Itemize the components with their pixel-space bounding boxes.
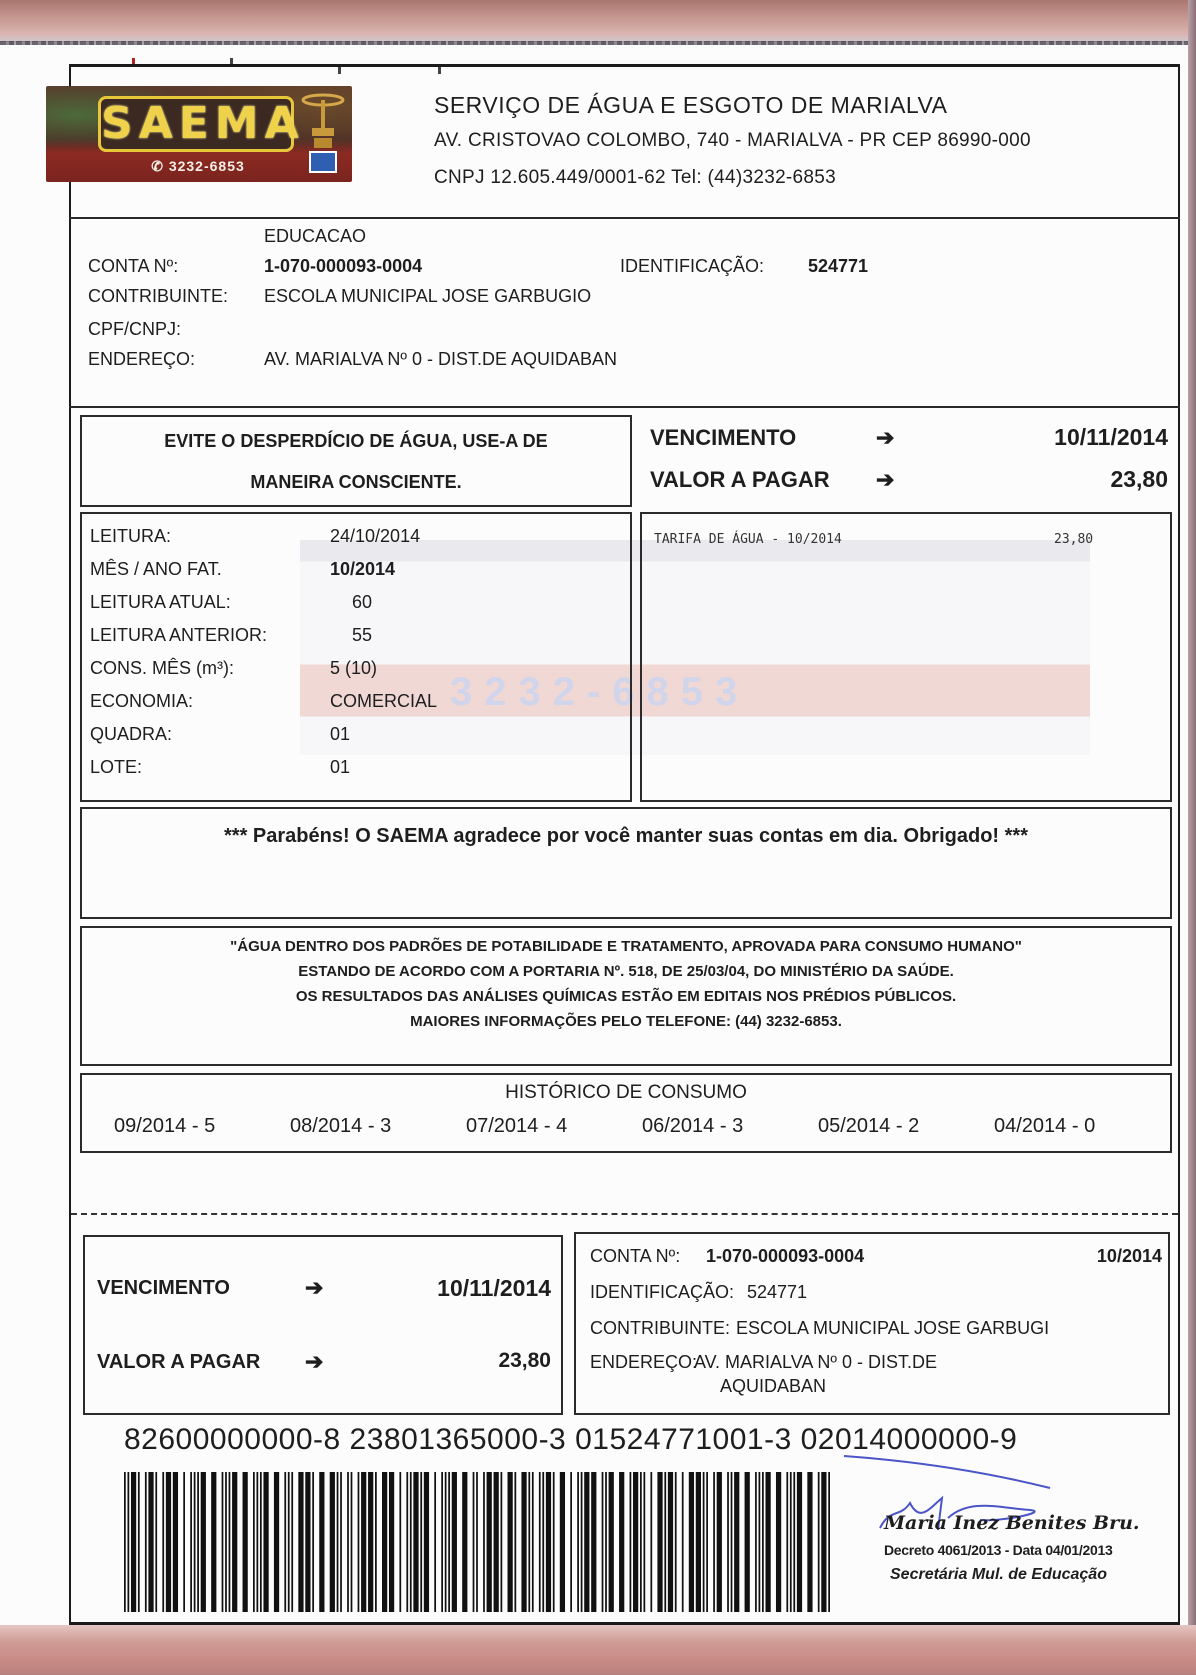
quality-line-2: ESTANDO DE ACORDO COM A PORTARIA Nº. 518, DE 25/03/04, DO MINISTÉRIO DA SAÚDE. <box>298 963 954 980</box>
barcode-bar <box>201 1472 206 1612</box>
barcode-bar <box>173 1472 178 1612</box>
scan-edge-line <box>0 41 1196 45</box>
barcode-bar <box>424 1472 429 1612</box>
cpf-cnpj-label: CPF/CNPJ: <box>88 319 182 339</box>
identification-value: 524771 <box>808 256 869 276</box>
amount-due-label: VALOR A PAGAR <box>650 467 830 492</box>
barcode-bar <box>127 1472 129 1612</box>
barcode-bar <box>211 1472 216 1612</box>
logo-phone: ✆ 3232-6853 <box>151 158 245 174</box>
signatory-decree: Decreto 4061/2013 - Data 04/01/2013 <box>884 1542 1113 1558</box>
barcode-bar <box>358 1472 360 1612</box>
reading-row <box>90 592 610 620</box>
barcode-bar <box>766 1472 771 1612</box>
saema-logo <box>46 86 352 182</box>
barcode-bar <box>487 1472 492 1612</box>
stub-address-value: AV. MARIALVA Nº 0 - DIST.DE <box>694 1352 937 1372</box>
barcode-bar <box>225 1472 227 1612</box>
barcode-bar <box>734 1472 739 1612</box>
barcode-bar <box>776 1472 781 1612</box>
barcode-bar <box>630 1472 632 1612</box>
barcode-bar <box>514 1472 516 1612</box>
reading-value: 24/10/2014 <box>330 526 421 546</box>
barcode-bar <box>807 1472 812 1612</box>
water-quality-box <box>80 926 1172 1066</box>
barcode-bar <box>553 1472 555 1612</box>
barcode-bar <box>727 1472 729 1612</box>
barcode-bar <box>609 1472 614 1612</box>
barcode-bar <box>410 1472 412 1612</box>
stub-account-label: CONTA Nº: <box>590 1246 681 1266</box>
account-number: 1-070-000093-0004 <box>264 256 423 276</box>
identification-label: IDENTIFICAÇÃO: <box>620 256 765 276</box>
history-item: 08/2014 - 3 <box>290 1115 392 1137</box>
barcode-bar <box>650 1472 652 1612</box>
barcode-bar <box>124 1472 126 1612</box>
barcode-bar <box>476 1472 478 1612</box>
stub-account-box <box>574 1232 1170 1415</box>
barcode-bar <box>473 1472 475 1612</box>
barcode-bar <box>682 1472 684 1612</box>
reading-label: MÊS / ANO FAT. <box>90 559 222 579</box>
barcode-bar <box>448 1472 450 1612</box>
arrow-right-icon: ➔ <box>876 467 895 492</box>
barcode-bar <box>183 1472 185 1612</box>
stub-id-label: IDENTIFICAÇÃO: <box>590 1282 735 1302</box>
reading-value: 10/2014 <box>330 559 396 579</box>
logo-wordmark: SAEMA <box>98 96 294 152</box>
charge-description: TARIFA DE ÁGUA - 10/2014 <box>654 532 842 547</box>
account-label: CONTA Nº: <box>88 256 179 276</box>
stub-due-value: 10/11/2014 <box>437 1275 551 1301</box>
arrow-right-icon: ➔ <box>305 1349 324 1374</box>
scan-edge-right <box>1188 0 1196 1675</box>
banner-line-1: EVITE O DESPERDÍCIO DE ÁGUA, USE-A DE <box>164 431 548 451</box>
barcode-bar <box>696 1472 701 1612</box>
barcode-bar <box>145 1472 147 1612</box>
barcode-bar <box>745 1472 750 1612</box>
barcode-bar <box>790 1472 792 1612</box>
barcode-bar <box>528 1472 530 1612</box>
reading-value: 55 <box>352 625 373 645</box>
conservation-banner <box>80 415 632 507</box>
barcode-bar <box>521 1472 526 1612</box>
due-date-label: VENCIMENTO <box>650 425 797 450</box>
barcode-bar <box>640 1472 642 1612</box>
barcode-bar <box>643 1472 645 1612</box>
barcode-bar <box>706 1472 708 1612</box>
barcode-bar <box>755 1472 757 1612</box>
reading-value: 01 <box>330 757 351 777</box>
due-date-value: 10/11/2014 <box>1054 424 1168 450</box>
barcode-bar <box>434 1472 436 1612</box>
stub-amount-label: VALOR A PAGAR <box>97 1351 261 1373</box>
barcode-bar <box>689 1472 694 1612</box>
barcode-bar <box>605 1472 607 1612</box>
stub-due-label: VENCIMENTO <box>97 1277 230 1299</box>
barcode-bar <box>445 1472 447 1612</box>
reading-row <box>90 559 610 587</box>
barcode-bar <box>389 1472 394 1612</box>
barcode-bar <box>166 1472 171 1612</box>
barcode-bar <box>260 1472 262 1612</box>
reading-label: LEITURA: <box>90 526 172 546</box>
barcode-bar <box>305 1472 310 1612</box>
amount-due-value: 23,80 <box>1110 466 1168 492</box>
barcode-bar <box>731 1472 733 1612</box>
barcode-bar <box>291 1472 293 1612</box>
stub-taxpayer-value: ESCOLA MUNICIPAL JOSE GARBUGI <box>736 1318 1050 1338</box>
stub-address-label: ENDEREÇO: <box>590 1352 698 1372</box>
reading-row <box>90 526 610 554</box>
barcode-bar <box>243 1472 248 1612</box>
barcode-bar <box>703 1472 705 1612</box>
barcode-bar <box>337 1472 339 1612</box>
barcode-bar <box>222 1472 224 1612</box>
barcode-digitable-line: 82600000000-8 23801365000-3 01524771001-3 02014000000-9 <box>124 1423 1018 1456</box>
history-item: 09/2014 - 5 <box>114 1115 216 1137</box>
quality-line-4: MAIORES INFORMAÇÕES PELO TELEFONE: (44) 3232-6853. <box>410 1013 842 1030</box>
barcode-bar <box>229 1472 231 1612</box>
barcode-bar <box>786 1472 788 1612</box>
barcode-bar <box>162 1472 164 1612</box>
tear-off-line <box>71 1213 1178 1215</box>
barcode-bar <box>581 1472 583 1612</box>
reading-value: 60 <box>352 592 373 612</box>
reading-value: COMERCIAL <box>330 691 438 711</box>
barcode-bar <box>399 1472 401 1612</box>
history-item: 05/2014 - 2 <box>818 1115 920 1137</box>
banner-line-2: MANEIRA CONSCIENTE. <box>250 472 462 492</box>
consumption-history-box <box>80 1073 1172 1153</box>
barcode-bar <box>194 1472 196 1612</box>
arrow-right-icon: ➔ <box>876 425 895 450</box>
reading-label: LOTE: <box>90 757 143 777</box>
barcode-bar <box>675 1472 677 1612</box>
reading-label: ECONOMIA: <box>90 691 194 711</box>
charges-box <box>640 512 1172 802</box>
water-valve-icon <box>300 92 346 176</box>
history-item: 06/2014 - 3 <box>642 1115 744 1137</box>
barcode-bar <box>717 1472 722 1612</box>
history-item: 07/2014 - 4 <box>466 1115 568 1137</box>
barcode-bar <box>263 1472 268 1612</box>
barcode-bar <box>797 1472 802 1612</box>
barcode-bar <box>602 1472 604 1612</box>
barcode-bar <box>148 1472 153 1612</box>
barcode-bar <box>759 1472 761 1612</box>
barcode-bar <box>155 1472 157 1612</box>
reading-row <box>90 691 610 719</box>
barcode-bar <box>288 1472 290 1612</box>
reading-value: 5 (10) <box>330 658 378 678</box>
scan-edge-bottom <box>0 1625 1196 1675</box>
stub-id-value: 524771 <box>747 1282 808 1302</box>
reading-label: QUADRA: <box>90 724 173 744</box>
barcode-bar <box>577 1472 579 1612</box>
barcode-bar <box>312 1472 314 1612</box>
signatory-role: Secretária Mul. de Educação <box>890 1566 1107 1583</box>
history-item: 04/2014 - 0 <box>994 1115 1096 1137</box>
barcode-bar <box>542 1472 544 1612</box>
barcode-bar <box>298 1472 303 1612</box>
barcode-bar <box>256 1472 258 1612</box>
signatory-name: Maria Inez Benites Bru. <box>884 1512 1140 1534</box>
barcode-bar <box>232 1472 237 1612</box>
barcode-bar <box>330 1472 335 1612</box>
taxpayer-label: CONTRIBUINTE: <box>88 286 229 306</box>
barcode-bar <box>284 1472 286 1612</box>
barcode-bar <box>657 1472 662 1612</box>
barcode-bar <box>668 1472 673 1612</box>
utility-cnpj-phone: CNPJ 12.605.449/0001-62 Tel: (44)3232-6853 <box>434 167 837 188</box>
barcode-bar <box>382 1472 387 1612</box>
barcode-bar <box>452 1472 457 1612</box>
stub-amount-value: 23,80 <box>498 1349 551 1372</box>
history-title: HISTÓRICO DE CONSUMO <box>505 1082 747 1103</box>
barcode-bar <box>351 1472 353 1612</box>
barcode-bar <box>532 1472 534 1612</box>
reading-row <box>90 757 610 785</box>
stub-address-value-2: AQUIDABAN <box>720 1376 827 1396</box>
quality-line-3: OS RESULTADOS DAS ANÁLISES QUÍMICAS ESTÃO EM EDITAIS NOS PRÉDIOS PÚBLICOS. <box>295 988 957 1005</box>
barcode-bar <box>197 1472 199 1612</box>
barcode-bar <box>347 1472 349 1612</box>
barcode-bar <box>591 1472 596 1612</box>
arrow-right-icon: ➔ <box>305 1275 324 1300</box>
barcode-bar <box>319 1472 324 1612</box>
notice-text: *** Parabéns! O SAEMA agradece por você manter suas contas em dia. Obrigado! *** <box>224 825 1028 847</box>
barcode-bar <box>793 1472 795 1612</box>
barcode-bar <box>762 1472 764 1612</box>
payment-barcode <box>124 1472 830 1612</box>
barcode-bar <box>713 1472 715 1612</box>
barcode-bar <box>584 1472 589 1612</box>
barcode-bar <box>494 1472 499 1612</box>
utility-address: AV. CRISTOVAO COLOMBO, 740 - MARIALVA - PR CEP 86990-000 <box>434 130 1031 151</box>
barcode-bar <box>361 1472 366 1612</box>
utility-name: SERVIÇO DE ÁGUA E ESGOTO DE MARIALVA <box>434 92 948 118</box>
barcode-bar <box>253 1472 255 1612</box>
barcode-bar <box>138 1472 140 1612</box>
reading-row <box>90 658 610 686</box>
stub-payment-box <box>83 1235 563 1415</box>
barcode-bar <box>413 1472 418 1612</box>
barcode-bar <box>539 1472 541 1612</box>
watermark-phone: 3232-6853 <box>450 670 750 714</box>
barcode-bar <box>664 1472 666 1612</box>
barcode-bar <box>340 1472 342 1612</box>
barcode-bar <box>375 1472 377 1612</box>
reading-row <box>90 724 610 752</box>
divider <box>69 217 1180 219</box>
barcode-bar <box>274 1472 279 1612</box>
charge-amount: 23,80 <box>1054 532 1094 547</box>
reading-row <box>90 625 610 653</box>
barcode-bar <box>501 1472 503 1612</box>
address-value: AV. MARIALVA Nº 0 - DIST.DE AQUIDABAN <box>264 349 618 369</box>
barcode-bar <box>483 1472 485 1612</box>
address-label: ENDEREÇO: <box>88 349 196 369</box>
scan-edge-top <box>0 0 1196 42</box>
barcode-bar <box>368 1472 373 1612</box>
stub-taxpayer-label: CONTRIBUINTE: <box>590 1318 731 1338</box>
thank-you-notice <box>80 807 1172 919</box>
barcode-bar <box>570 1472 572 1612</box>
barcode-bar <box>560 1472 565 1612</box>
barcode-bar <box>420 1472 422 1612</box>
barcode-bar <box>406 1472 408 1612</box>
barcode-bar <box>508 1472 513 1612</box>
stub-period: 10/2014 <box>1096 1246 1162 1266</box>
barcode-bar <box>633 1472 638 1612</box>
reading-value: 01 <box>330 724 351 744</box>
customer-category: EDUCACAO <box>264 226 367 246</box>
reading-label: CONS. MÊS (m³): <box>90 658 234 678</box>
barcode-bar <box>190 1472 192 1612</box>
barcode-bar <box>619 1472 624 1612</box>
barcode-bar <box>546 1472 551 1612</box>
barcode-bar <box>462 1472 467 1612</box>
quality-line-1: "ÁGUA DENTRO DOS PADRÕES DE POTABILIDADE E TRATAMENTO, APROVADA PARA CONSUMO HUMANO" <box>230 938 1022 955</box>
stub-account-value: 1-070-000093-0004 <box>706 1246 865 1266</box>
reading-label: LEITURA ANTERIOR: <box>90 625 268 645</box>
barcode-bar <box>131 1472 136 1612</box>
taxpayer-name: ESCOLA MUNICIPAL JOSE GARBUGIO <box>264 286 592 306</box>
divider <box>69 406 1180 408</box>
barcode-bar <box>441 1472 443 1612</box>
reading-label: LEITURA ATUAL: <box>90 592 231 612</box>
